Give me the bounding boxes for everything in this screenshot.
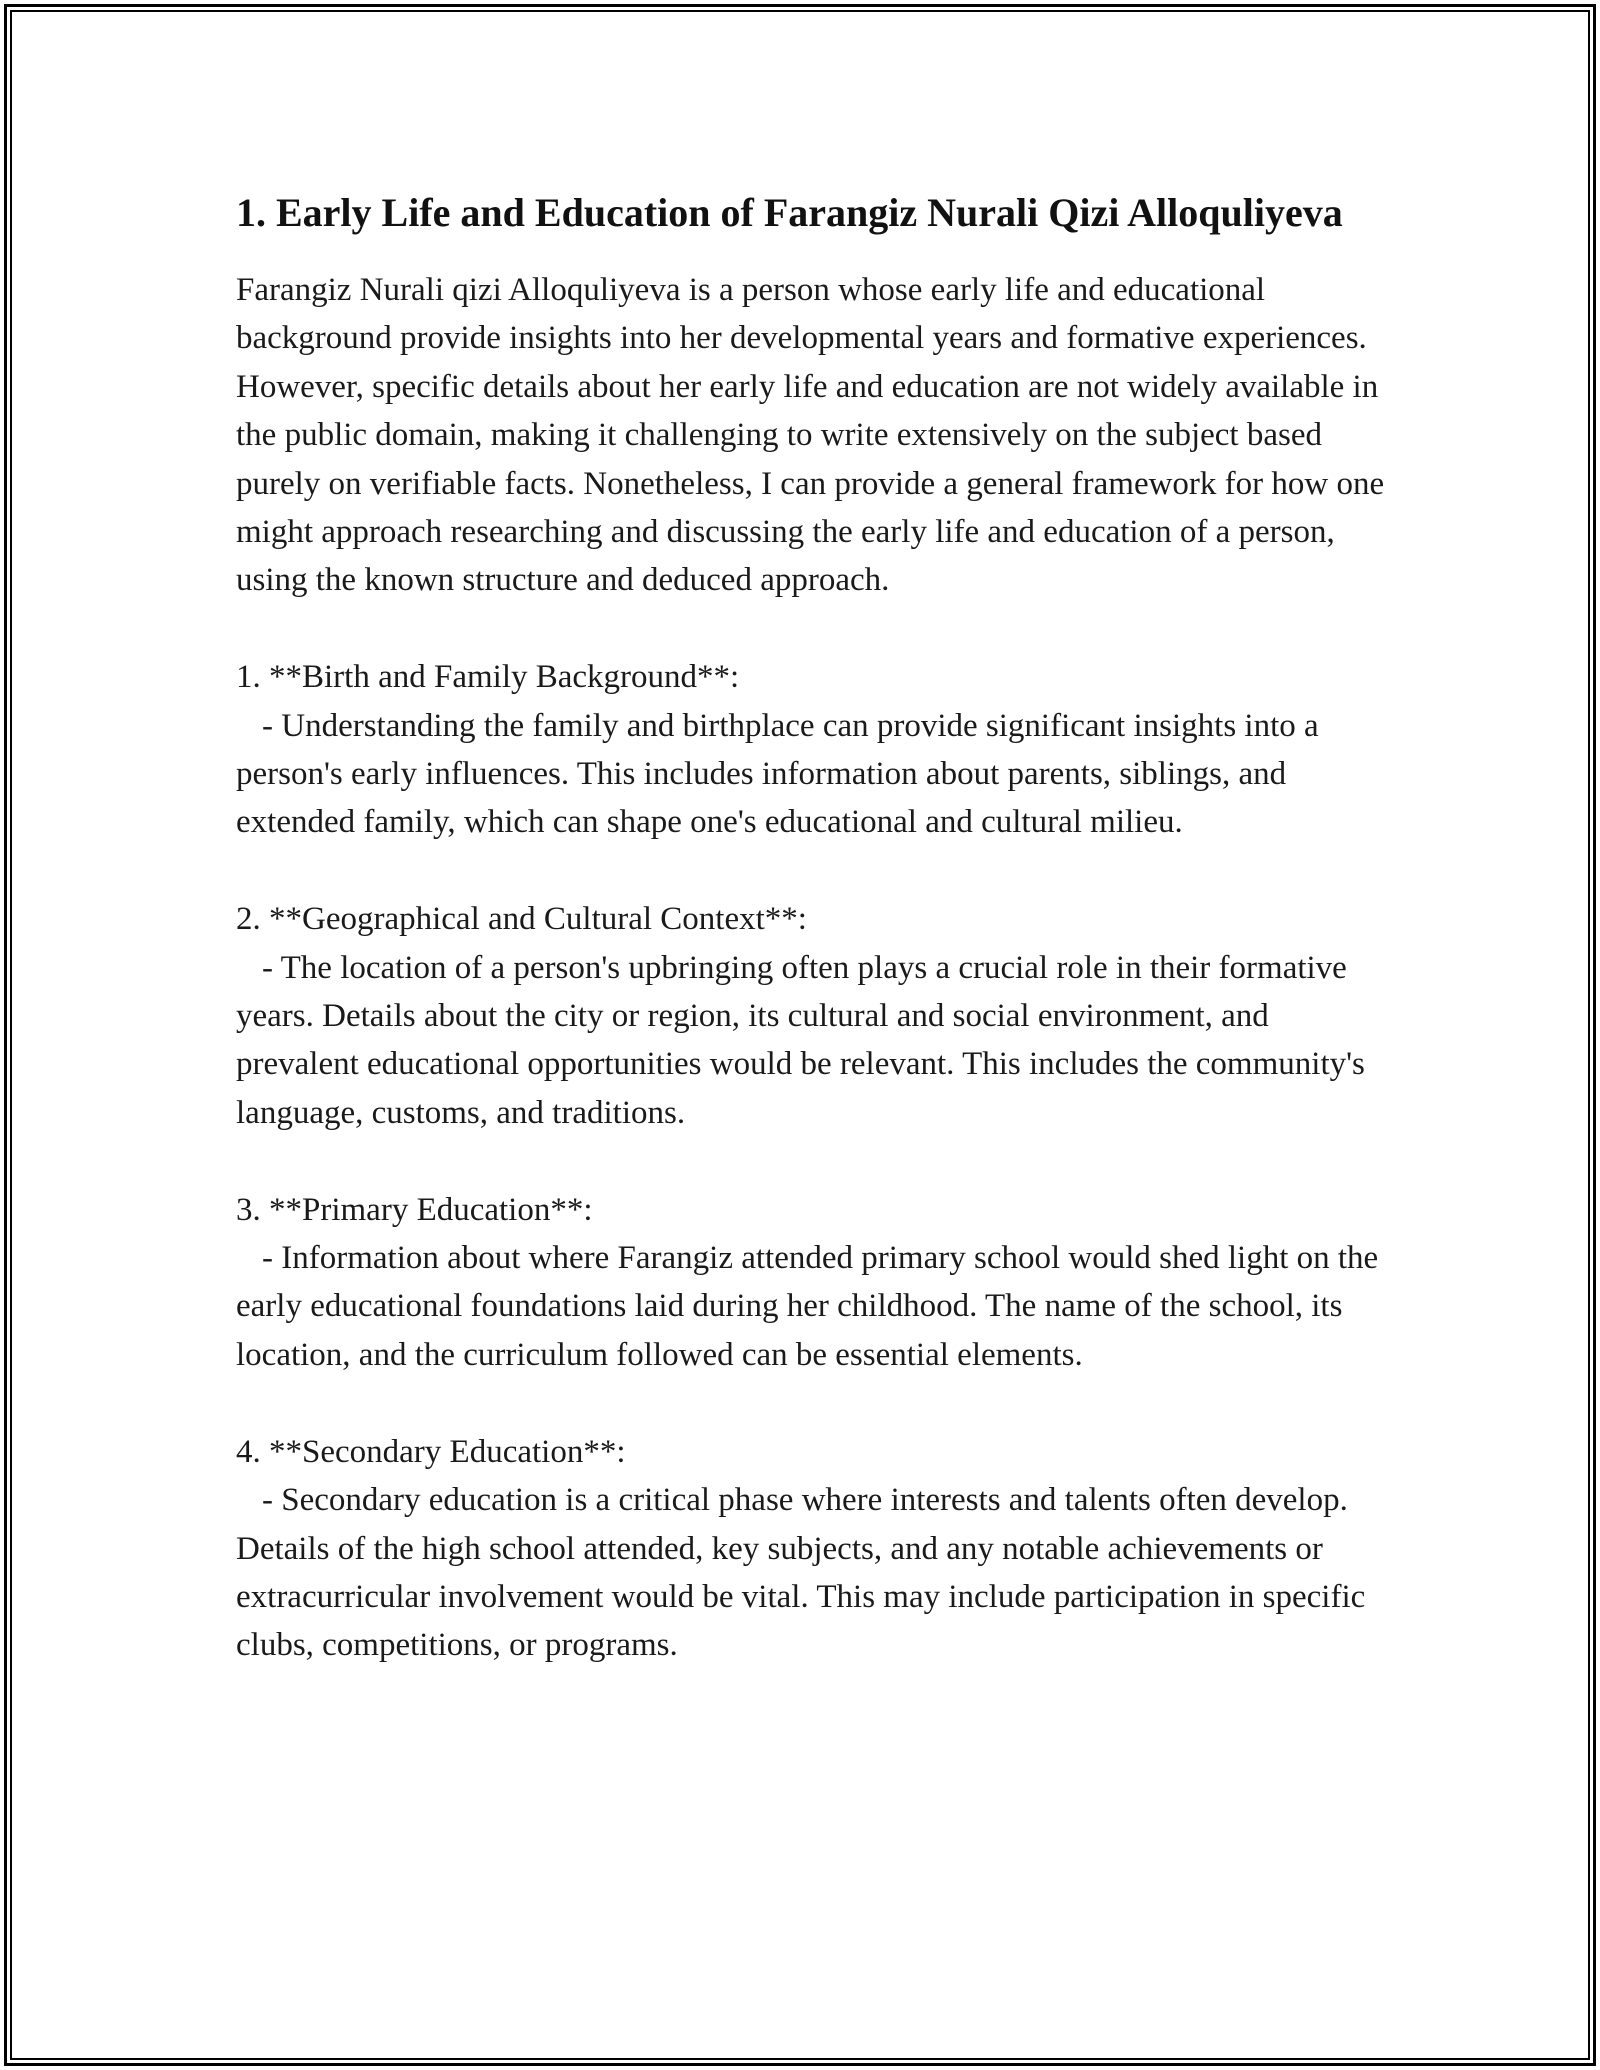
section-secondary-education: [236, 1428, 1386, 1670]
section-heading: 3. **Primary Education**:: [236, 1191, 593, 1228]
section-body: - Understanding the family and birthplace can provide significant insights into a person's early influences. This includes information about parents, siblings, and extended family, which can shape one's educational and cultural milieu.: [236, 707, 1319, 841]
section-body: - Secondary education is a critical phase where interests and talents often develop. Details of the high school attended, key subjects, and any notable achievements or extracurricular involvement would be vital. This may include participation in specific clubs, competitions, or programs.: [236, 1482, 1366, 1664]
section-birth-family: [236, 653, 1386, 847]
document-title: 1. Early Life and Education of Farangiz Nurali Qizi Alloquliyeva: [236, 190, 1343, 235]
section-geographical-cultural: [236, 895, 1386, 1137]
intro-paragraph: Farangiz Nurali qizi Alloquliyeva is a person whose early life and educational background provide insights into her developmental years and formative experiences. However, specific details about her early life and education are not widely available in the public domain, making it challenging to write extensively on the subject based purely on verifiable facts. Nonetheless, I can provide a general framework for how one might approach researching and discussing the early life and education of a person, using the known structure and deduced approach.: [236, 272, 1385, 599]
section-heading: 4. **Secondary Education**:: [236, 1433, 626, 1470]
section-heading: 2. **Geographical and Cultural Context**:: [236, 901, 807, 938]
section-primary-education: [236, 1186, 1386, 1380]
section-body: - Information about where Farangiz attended primary school would shed light on the early educational foundations laid during her childhood. The name of the school, its location, and the curriculum followed can be essential elements.: [236, 1240, 1379, 1373]
document-body: [236, 185, 1386, 1670]
section-body: - The location of a person's upbringing often plays a crucial role in their formative years. Details about the city or region, its cultural and social environment, and prevalent educational opportunities would be relevant. This includes the community's language, customs, and traditions.: [236, 949, 1365, 1131]
section-heading: 1. **Birth and Family Background**:: [236, 659, 740, 696]
